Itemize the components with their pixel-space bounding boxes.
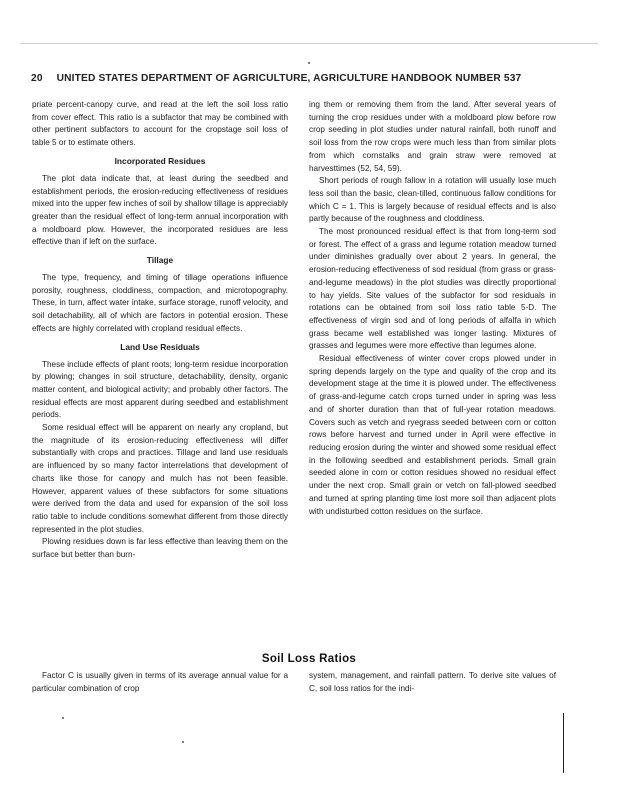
running-header xyxy=(31,73,591,84)
section-title: Soil Loss Ratios xyxy=(261,653,357,665)
paragraph: Residual effectiveness of winter cover crops plowed under in spring depends largely on the type and quality of the crop and its development stage at the time it is plowed under. The effectiveness of grass-and-legume catch crops turned under in spring was less and of shorter duration than that of full-year rotation meadows. Covers such as vetch and ryegrass seeded between corn or cotton rows before harvest and turned under in April were effective in reducing erosion during the winter and showed some residual effect in the following seedbed and establishment periods. Small grain seeded alone in corn or cotton residues showed no residual effect under the next crop. Small grain or vetch on fall-plowed seedbed and turned at spring planting time lost more soil than adjacent plots with undisturbed cotton residues on the surface. xyxy=(309,354,556,516)
paragraph: These include effects of plant roots; long-term residue incorporation by plowing; changes in soil structure, detachability, density, organic matter content, and biological activity; and probably other factors. The residual effects are most apparent during seedbed and establishment periods. xyxy=(32,359,288,420)
scan-speck xyxy=(308,62,310,64)
paragraph: The type, frequency, and timing of tillage operations influence porosity, roughness, cloddiness, compaction, and microtopography. These, in turn, affect water intake, surface storage, runoff velocity, and soil detachability, all of which are factors in potential erosion. These effects are highly correlated with cropland residual effects. xyxy=(32,273,288,333)
paragraph: Some residual effect will be apparent on nearly any cropland, but the magnitude of its erosion-reducing effectiveness will differ substantially with crops and practices. Tillage and land use residuals are influenced by so many factor interrelations that development of charts like those for canopy and mulch has not been feasible. However, apparent values of these subfactors for some situations were derived from the data and used for expansion of the soil loss ratio table to include conditions somewhat different from those directly represented in the plot studies. xyxy=(32,423,288,534)
paragraph: priate percent-canopy curve, and read at the left the soil loss ratio from cover effect. This ratio is a subfactor that may be combined with other pertinent subfactors to account for the cropstage soil loss of table 5 or to estimate others. xyxy=(32,100,288,148)
paragraph: Plowing residues down is far less effective than leaving them on the surface but better than burn- xyxy=(32,537,288,560)
page-number: 20 xyxy=(31,73,43,84)
right-column xyxy=(309,99,556,518)
paragraph: ing them or removing them from the land. After several years of turning the crop residues under with a moldboard plow before row crop seeding in plot studies under natural rainfall, both runoff and soil loss from the row crops were much less than from similar plots from which cornstalks and grain straw were removed at harvesttimes (52, 54, 59). xyxy=(309,100,556,173)
running-title: UNITED STATES DEPARTMENT OF AGRICULTURE, AGRICULTURE HANDBOOK NUMBER 537 xyxy=(56,73,522,84)
section-right-column xyxy=(309,670,556,695)
scan-top-rule xyxy=(20,43,598,44)
paragraph: Factor C is usually given in terms of its average annual value for a particular combination of crop xyxy=(32,671,288,693)
paragraph: The plot data indicate that, at least during the seedbed and establishment periods, the erosion-reducing effectiveness of residues mixed into the upper few inches of soil by shallow tillage is appreciably greater than the residual effect of long-term annual incorporation with a moldboard plow. However, the incorporated residues are less effective than if left on the surface. xyxy=(32,173,288,247)
scan-speck xyxy=(62,717,64,719)
section-left-column xyxy=(32,670,288,695)
subheading-incorporated-residues: Incorporated Residues xyxy=(114,155,206,166)
paragraph: system, management, and rainfall pattern. To derive site values of C, soil loss ratios for the indi- xyxy=(309,671,556,693)
left-column xyxy=(32,99,288,562)
scan-margin-mark xyxy=(563,713,564,773)
scan-speck xyxy=(182,741,184,743)
paragraph: Short periods of rough fallow in a rotation will usually lose much less soil than the basic, clean-tilled, continuous fallow conditions for which C = 1. This is largely because of residual effects and is also partly because of the roughness and cloddiness. xyxy=(309,176,556,224)
paragraph: The most pronounced residual effect is that from long-term sod or forest. The effect of a grass and legume rotation meadow turned under diminishes gradually over about 2 years. In general, the erosion-reducing effectiveness of sod residual (from grass or grass-and-legume meadows) in the plot studies was directly proportional to hay yields. Site values of the subfactor for sod residuals in rotations can be obtained from soil loss ratio table 5-D. The effectiveness of virgin sod and of long periods of alfalfa in which grass became well established was longer lasting. Mixtures of grasses and legumes were more effective than legumes alone. xyxy=(309,227,556,351)
subheading-land-use-residuals: Land Use Residuals xyxy=(120,341,200,352)
subheading-tillage: Tillage xyxy=(146,255,174,266)
